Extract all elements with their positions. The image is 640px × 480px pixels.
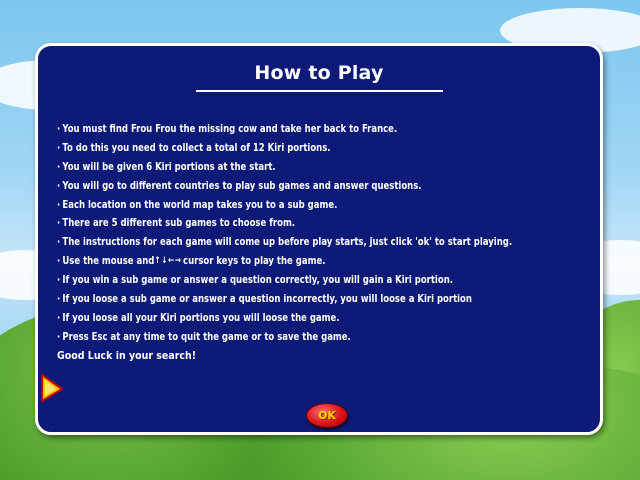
instruction-item: · If you loose a sub game or answer a question incorrectly, you will loose a Kiri portion bbox=[57, 293, 472, 306]
instruction-item-controls: · Use the mouse and↑ ↓ ← → cursor keys to play the game. bbox=[57, 252, 512, 271]
instruction-item: · If you win a sub game or answer a question correctly, you will gain a Kiri portion. bbox=[57, 274, 453, 287]
ok-button[interactable] bbox=[306, 403, 348, 428]
instruction-item: · To do this you need to collect a total of 12 Kiri portions. bbox=[57, 141, 331, 154]
title-underline bbox=[196, 90, 443, 92]
instructions-list bbox=[57, 120, 563, 347]
instruction-item: · There are 5 different sub games to choose from. bbox=[57, 217, 296, 230]
dialog-title: How to Play bbox=[254, 62, 384, 84]
instruction-item: · Each location on the world map takes you to a sub game. bbox=[57, 198, 338, 211]
how-to-play-dialog bbox=[35, 43, 603, 435]
closing-message: Good Luck in your search! bbox=[57, 350, 197, 362]
instruction-item: · You must find Frou Frou the missing cow and take her back to France. bbox=[57, 123, 398, 135]
instruction-item: · If you loose all your Kiri portions you will loose the game. bbox=[57, 311, 340, 324]
instruction-item: · You will go to different countries to play sub games and answer questions. bbox=[57, 179, 422, 192]
ok-button-label: OK bbox=[318, 409, 336, 422]
instruction-item: · Press Esc at any time to quit the game or to save the game. bbox=[57, 330, 351, 343]
instruction-item: · You will be given 6 Kiri portions at the start. bbox=[57, 160, 276, 173]
arrow-keys-icon: ↑ ↓ ← → bbox=[154, 256, 181, 267]
pointer-cursor-icon bbox=[40, 373, 64, 403]
instruction-item: · The instructions for each game will come up before play starts, just click 'ok' to start playing. bbox=[57, 236, 513, 249]
